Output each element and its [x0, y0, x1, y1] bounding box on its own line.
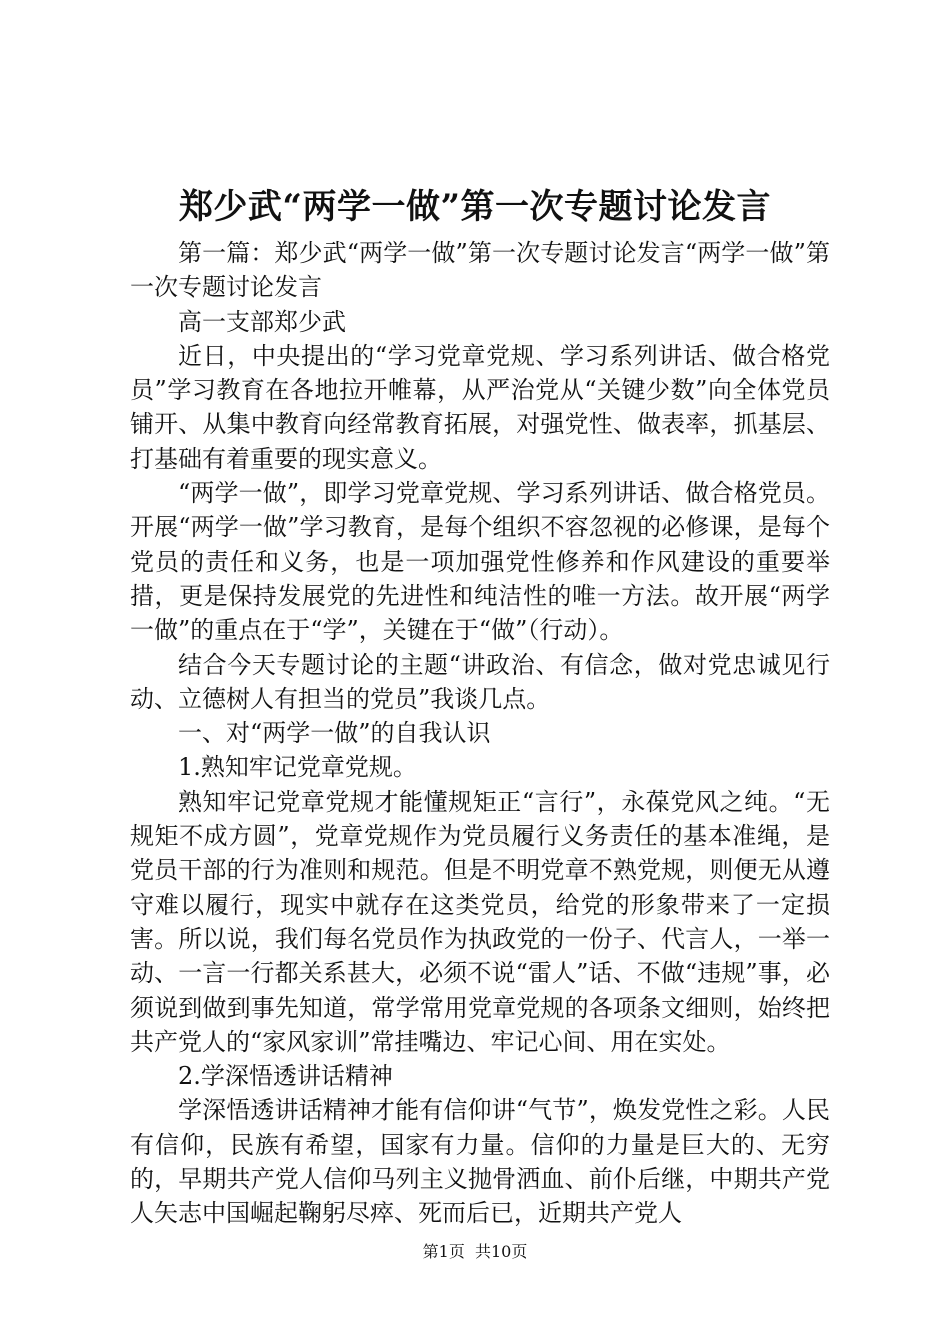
paragraph-author: 高一支部郑少武	[178, 307, 346, 336]
paragraph-definition: “两学一做”，即学习党章党规、学习系列讲话、做合格党员。开展“两学一做”学习教育，是每个组织不容忽视的必修课，是每个党员的责任和义务，也是一项加强党性修养和作风建设的重要举措，更是保持发展党的先进性和纯洁性的唯一方法。故开展“两学一做”的重点在于“学”，关键在于“做”（行动）。	[130, 479, 830, 645]
paragraph-intro: 第一篇：郑少武“两学一做”第一次专题讨论发言“两学一做”第一次专题讨论发言	[130, 239, 830, 302]
page-number: 第1页 共10页	[422, 1242, 528, 1261]
subheading-1: 1.熟知牢记党章党规。	[178, 753, 417, 782]
paragraph-speech-spirit: 学深悟透讲话精神才能有信仰讲“气节”，焕发党性之彩。人民有信仰，民族有希望，国家有力量。信仰的力量是巨大的、无穷的，早期共产党人信仰马列主义抛骨洒血、前仆后继，中期共产党人矢志中国崛起鞠躬尽瘁、死而后已，近期共产党人	[130, 1096, 830, 1228]
paragraph-party-rules: 熟知牢记党章党规才能懂规矩正“言行”，永葆党风之纯。“无规矩不成方圆”，党章党规作为党员履行义务责任的基本准绳，是党员干部的行为准则和规范。但是不明党章不熟党规，则便无从遵守难以履行，现实中就存在这类党员，给党的形象带来了一定损害。所以说，我们每名党员作为执政党的一份子、代言人，一举一动、一言一行都关系甚大，必须不说“雷人”话、不做“违规”事，必须说到做到事先知道，常学常用党章党规的各项条文细则，始终把共产党人的“家风家训”常挂嘴边、牢记心间、用在实处。	[130, 787, 830, 1056]
page-footer	[0, 1240, 950, 1264]
section-heading-1: 一、对“两学一做”的自我认识	[178, 719, 491, 748]
subheading-2: 2.学深悟透讲话精神	[178, 1062, 393, 1091]
document-body	[130, 236, 830, 1231]
document-title: 郑少武“两学一做”第一次专题讨论发言	[178, 187, 772, 227]
paragraph-theme: 结合今天专题讨论的主题“讲政治、有信念，做对党忠诚见行动、立德树人有担当的党员”我谈几点。	[130, 650, 830, 713]
paragraph-background: 近日，中央提出的“学习党章党规、学习系列讲话、做合格党员”学习教育在各地拉开帷幕，从严治党从“关键少数”向全体党员铺开、从集中教育向经常教育拓展，对强党性、做表率，抓基层、打基础有着重要的现实意义。	[130, 341, 830, 473]
